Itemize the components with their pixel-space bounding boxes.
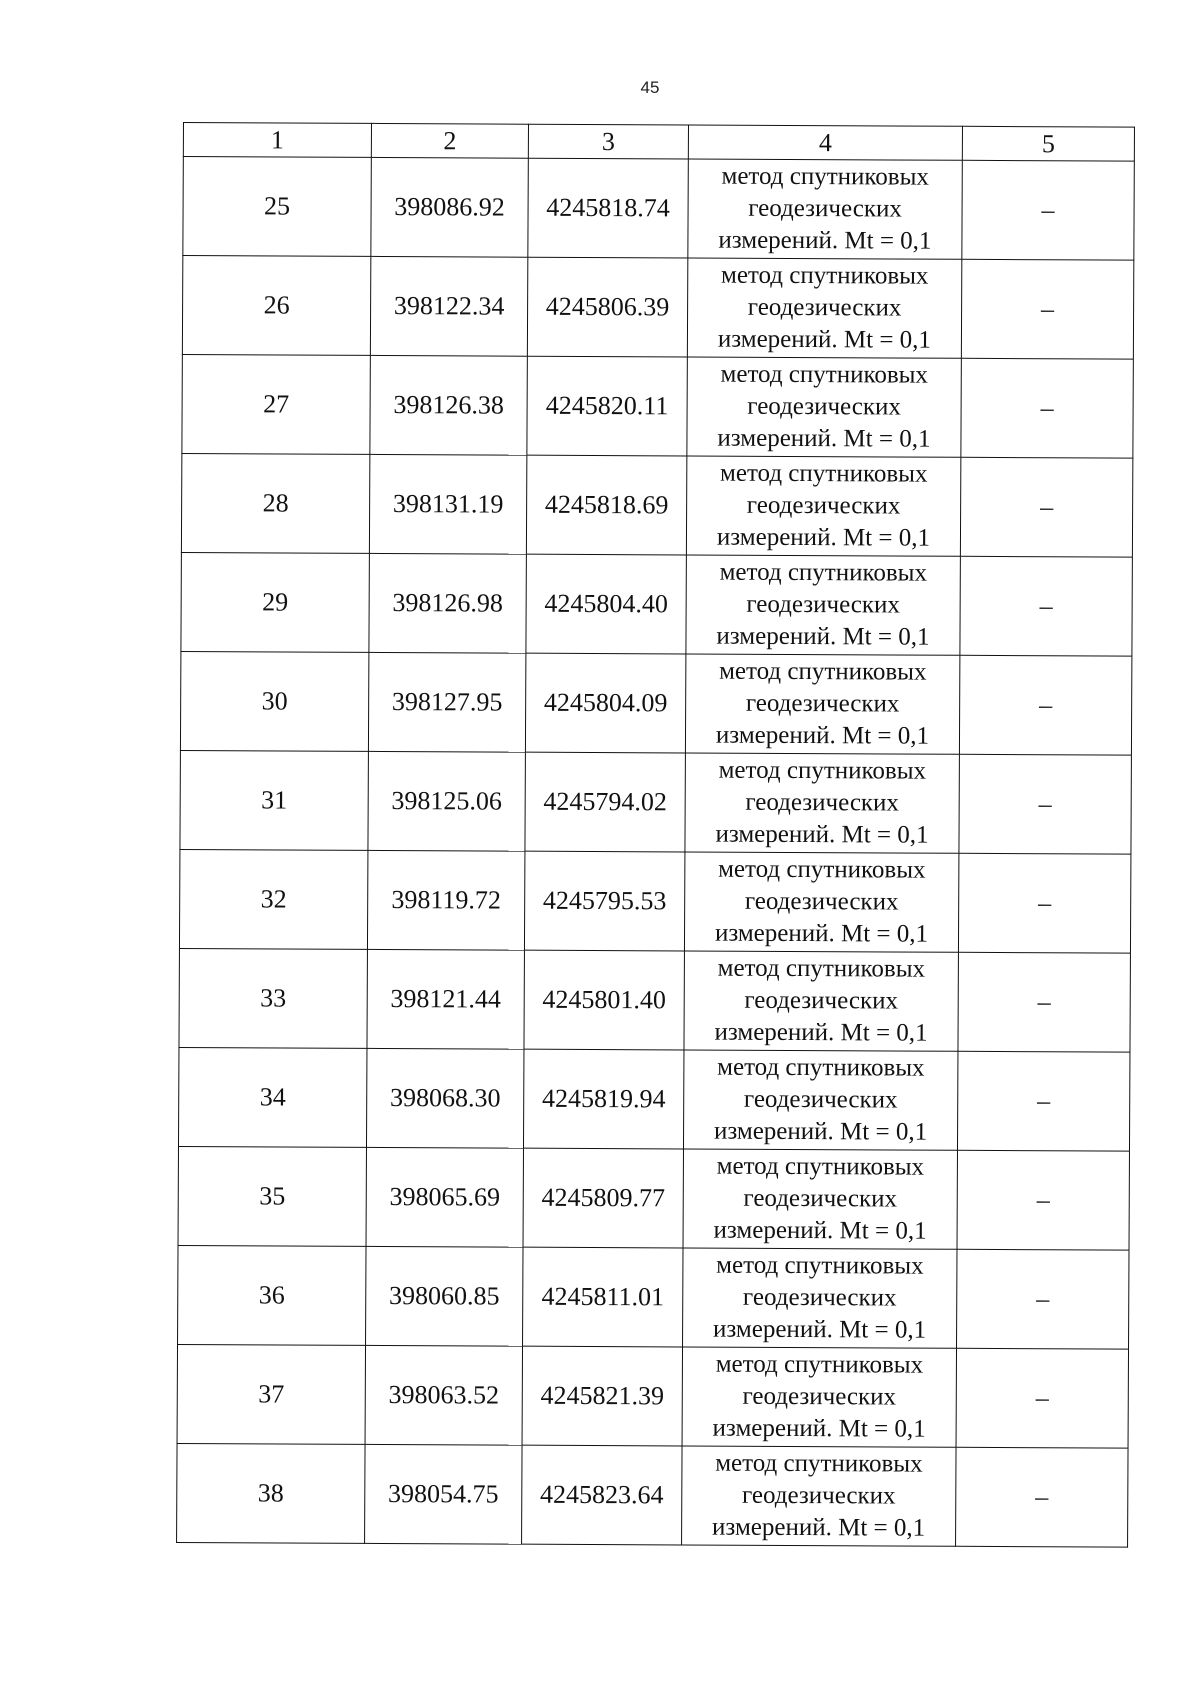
method-line-2: геодезических bbox=[746, 491, 901, 520]
y-coordinate-cell: 4245795.53 bbox=[524, 851, 684, 951]
x-coordinate-cell: 398127.95 bbox=[368, 652, 525, 752]
column-header-4: 4 bbox=[688, 125, 962, 160]
method-cell bbox=[684, 951, 958, 1051]
method-cell bbox=[686, 456, 960, 556]
table-header bbox=[183, 123, 1134, 162]
table-row bbox=[182, 354, 1133, 458]
method-line-2: геодезических bbox=[743, 1184, 898, 1213]
table-row bbox=[181, 453, 1132, 557]
method-line-3: измерений. Mt = 0,1 bbox=[714, 1018, 928, 1047]
note-cell: – bbox=[960, 556, 1132, 656]
method-line-2: геодезических bbox=[742, 1382, 897, 1411]
table-row bbox=[180, 750, 1131, 854]
point-number-cell: 34 bbox=[178, 1047, 366, 1147]
method-line-3: измерений. Mt = 0,1 bbox=[712, 1513, 926, 1542]
column-header-2: 2 bbox=[371, 123, 528, 158]
method-line-3: измерений. Mt = 0,1 bbox=[717, 325, 932, 354]
note-cell: – bbox=[961, 259, 1133, 359]
method-line-2: геодезических bbox=[748, 194, 902, 223]
x-coordinate-cell: 398065.69 bbox=[366, 1147, 523, 1247]
column-header-3: 3 bbox=[528, 124, 688, 159]
point-number-cell: 35 bbox=[178, 1146, 366, 1246]
method-line-2: геодезических bbox=[742, 1283, 897, 1312]
method-cell bbox=[682, 1347, 956, 1447]
method-line-3: измерений. Mt = 0,1 bbox=[712, 1414, 926, 1443]
note-cell: – bbox=[961, 358, 1133, 458]
note-cell: – bbox=[957, 1249, 1129, 1349]
note-cell: – bbox=[960, 457, 1132, 557]
method-line-3: измерений. Mt = 0,1 bbox=[714, 919, 929, 948]
coordinates-table-container bbox=[176, 122, 1134, 1548]
point-number-cell: 26 bbox=[182, 256, 370, 356]
x-coordinate-cell: 398122.34 bbox=[370, 256, 527, 356]
method-line-1: метод спутниковых bbox=[715, 1350, 924, 1379]
method-line-2: геодезических bbox=[745, 689, 900, 718]
x-coordinate-cell: 398054.75 bbox=[365, 1444, 522, 1544]
point-number-cell: 32 bbox=[179, 849, 367, 949]
method-cell bbox=[687, 258, 961, 358]
x-coordinate-cell: 398063.52 bbox=[365, 1345, 522, 1445]
note-cell: – bbox=[957, 1051, 1129, 1151]
method-line-3: измерений. Mt = 0,1 bbox=[716, 523, 931, 552]
y-coordinate-cell: 4245804.09 bbox=[525, 653, 685, 753]
x-coordinate-cell: 398125.06 bbox=[368, 751, 525, 851]
method-cell bbox=[687, 357, 961, 457]
point-number-cell: 29 bbox=[181, 552, 369, 652]
x-coordinate-cell: 398119.72 bbox=[367, 850, 524, 950]
method-cell bbox=[684, 852, 958, 952]
table-row bbox=[179, 948, 1130, 1052]
note-cell: – bbox=[956, 1348, 1128, 1448]
method-line-1: метод спутниковых bbox=[717, 1053, 925, 1082]
method-line-3: измерений. Mt = 0,1 bbox=[713, 1216, 927, 1245]
method-cell bbox=[683, 1050, 957, 1150]
method-line-3: измерений. Mt = 0,1 bbox=[718, 226, 932, 255]
table-row bbox=[178, 1245, 1129, 1349]
point-number-cell: 27 bbox=[182, 354, 370, 454]
method-line-1: метод спутниковых bbox=[718, 756, 927, 785]
method-line-1: метод спутниковых bbox=[717, 954, 926, 983]
x-coordinate-cell: 398126.38 bbox=[370, 355, 527, 455]
method-line-1: метод спутниковых bbox=[719, 657, 927, 686]
x-coordinate-cell: 398060.85 bbox=[366, 1246, 523, 1346]
method-cell bbox=[682, 1446, 956, 1546]
method-line-1: метод спутниковых bbox=[719, 558, 928, 587]
coordinates-table bbox=[176, 122, 1135, 1548]
table-row bbox=[178, 1047, 1129, 1151]
method-line-1: метод спутниковых bbox=[716, 1152, 925, 1181]
method-line-2: геодезических bbox=[741, 1481, 896, 1510]
method-line-1: метод спутниковых bbox=[720, 360, 929, 389]
method-line-2: геодезических bbox=[745, 788, 900, 817]
table-row bbox=[177, 1443, 1128, 1547]
y-coordinate-cell: 4245820.11 bbox=[527, 356, 687, 456]
y-coordinate-cell: 4245818.69 bbox=[526, 455, 686, 555]
note-cell: – bbox=[958, 952, 1130, 1052]
method-line-3: измерений. Mt = 0,1 bbox=[712, 1315, 927, 1344]
method-line-2: геодезических bbox=[746, 590, 901, 619]
table-row bbox=[177, 1344, 1128, 1448]
method-line-2: геодезических bbox=[747, 293, 902, 322]
note-cell: – bbox=[962, 160, 1134, 260]
y-coordinate-cell: 4245801.40 bbox=[524, 950, 684, 1050]
method-cell bbox=[685, 654, 959, 754]
note-cell: – bbox=[958, 853, 1130, 953]
note-cell: – bbox=[959, 754, 1131, 854]
method-line-3: измерений. Mt = 0,1 bbox=[715, 721, 930, 750]
column-header-1: 1 bbox=[183, 123, 371, 158]
point-number-cell: 30 bbox=[180, 651, 368, 751]
method-line-1: метод спутниковых bbox=[716, 1251, 924, 1280]
header-row bbox=[183, 123, 1134, 162]
table-row bbox=[180, 651, 1131, 755]
y-coordinate-cell: 4245823.64 bbox=[522, 1445, 682, 1545]
method-line-2: геодезических bbox=[744, 887, 899, 916]
point-number-cell: 25 bbox=[183, 157, 371, 257]
y-coordinate-cell: 4245819.94 bbox=[523, 1049, 683, 1149]
method-line-2: геодезических bbox=[747, 392, 901, 421]
method-cell bbox=[688, 159, 962, 259]
x-coordinate-cell: 398086.92 bbox=[371, 157, 528, 257]
x-coordinate-cell: 398131.19 bbox=[369, 454, 526, 554]
method-line-3: измерений. Mt = 0,1 bbox=[713, 1117, 928, 1146]
y-coordinate-cell: 4245806.39 bbox=[527, 257, 687, 357]
y-coordinate-cell: 4245811.01 bbox=[523, 1247, 683, 1347]
note-cell: – bbox=[959, 655, 1131, 755]
method-cell bbox=[683, 1149, 957, 1249]
method-line-1: метод спутниковых bbox=[715, 1449, 923, 1478]
method-line-3: измерений. Mt = 0,1 bbox=[716, 622, 930, 651]
method-line-2: геодезических bbox=[744, 986, 899, 1015]
x-coordinate-cell: 398126.98 bbox=[369, 553, 526, 653]
y-coordinate-cell: 4245794.02 bbox=[525, 752, 685, 852]
page-number: 45 bbox=[640, 78, 660, 97]
method-line-3: измерений. Mt = 0,1 bbox=[717, 424, 931, 453]
table-row bbox=[179, 849, 1130, 953]
y-coordinate-cell: 4245821.39 bbox=[522, 1346, 682, 1446]
y-coordinate-cell: 4245818.74 bbox=[528, 158, 688, 258]
y-coordinate-cell: 4245804.40 bbox=[526, 554, 686, 654]
point-number-cell: 33 bbox=[179, 948, 367, 1048]
method-line-3: измерений. Mt = 0,1 bbox=[715, 820, 929, 849]
x-coordinate-cell: 398121.44 bbox=[367, 949, 524, 1049]
point-number-cell: 28 bbox=[181, 453, 369, 553]
method-line-1: метод спутниковых bbox=[720, 261, 929, 290]
table-row bbox=[183, 157, 1134, 261]
method-line-1: метод спутниковых bbox=[721, 162, 930, 191]
column-header-5: 5 bbox=[962, 126, 1134, 161]
method-cell bbox=[686, 555, 960, 655]
point-number-cell: 37 bbox=[177, 1344, 365, 1444]
method-line-1: метод спутниковых bbox=[718, 855, 926, 884]
point-number-cell: 38 bbox=[177, 1443, 365, 1543]
method-cell bbox=[683, 1248, 957, 1348]
note-cell: – bbox=[957, 1150, 1129, 1250]
x-coordinate-cell: 398068.30 bbox=[366, 1048, 523, 1148]
table-row bbox=[181, 552, 1132, 656]
method-line-1: метод спутниковых bbox=[720, 459, 928, 488]
table-body bbox=[177, 157, 1135, 1548]
note-cell: – bbox=[956, 1447, 1128, 1547]
table-row bbox=[182, 256, 1133, 360]
method-line-2: геодезических bbox=[743, 1085, 898, 1114]
y-coordinate-cell: 4245809.77 bbox=[523, 1148, 683, 1248]
table-row bbox=[178, 1146, 1129, 1250]
point-number-cell: 31 bbox=[180, 750, 368, 850]
method-cell bbox=[685, 753, 959, 853]
point-number-cell: 36 bbox=[178, 1245, 366, 1345]
